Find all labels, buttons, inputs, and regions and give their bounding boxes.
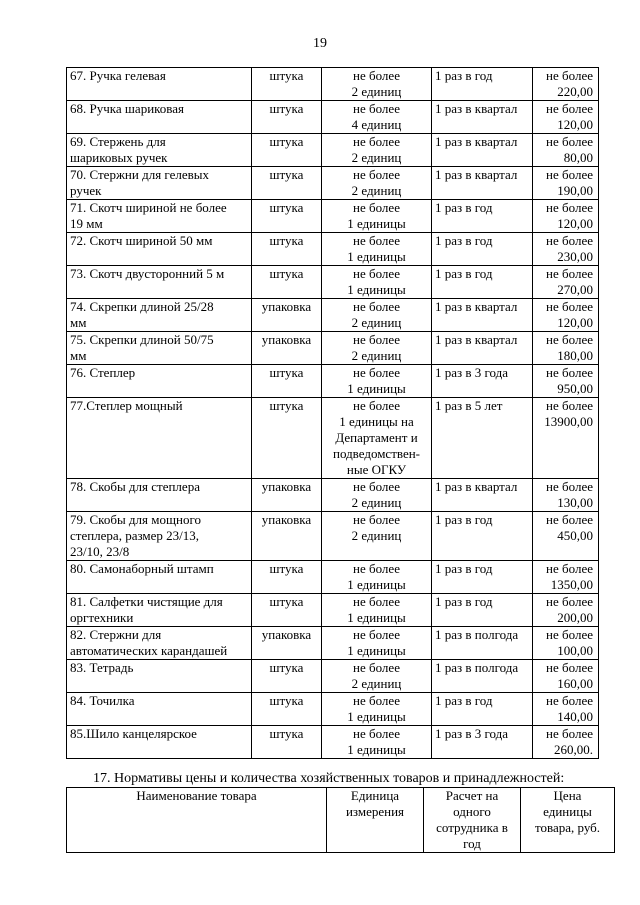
cell-line: 68. Ручка шариковая (70, 101, 185, 116)
cell-line: 1 единицы (347, 577, 406, 592)
quantity-cell (322, 398, 432, 479)
quantity-cell (322, 332, 432, 365)
quantity-cell (322, 726, 432, 759)
header-cell-name (67, 788, 327, 853)
price-cell (533, 365, 599, 398)
cell-line: 1 единицы (347, 381, 406, 396)
frequency-cell: 1 раз в год (432, 561, 533, 594)
unit-cell: штука (252, 561, 322, 594)
quantity-cell (322, 68, 432, 101)
cell-line: 950,00 (557, 381, 593, 396)
item-name-cell (67, 561, 252, 594)
cell-line: мм (70, 315, 87, 330)
cell-line: 73. Скотч двусторонний 5 м (70, 266, 225, 281)
cell-line: не более (353, 299, 400, 314)
cell-line: 120,00 (557, 216, 593, 231)
cell-line: 1 единицы (347, 709, 406, 724)
price-cell (533, 332, 599, 365)
header-cell-calc (424, 788, 521, 853)
frequency-cell: 1 раз в 3 года (432, 726, 533, 759)
cell-line: 79. Скобы для мощного (70, 512, 201, 527)
table-row (67, 726, 599, 759)
unit-cell: упаковка (252, 512, 322, 561)
cell-line: Наименование товара (136, 788, 257, 803)
price-cell (533, 512, 599, 561)
quantity-cell (322, 200, 432, 233)
cell-line: 160,00 (557, 676, 593, 691)
item-name-cell (67, 299, 252, 332)
cell-line: 85.Шило канцелярское (70, 726, 197, 741)
cell-line: не более (353, 512, 400, 527)
cell-line: не более (546, 693, 593, 708)
item-name-cell (67, 594, 252, 627)
frequency-cell: 1 раз в 5 лет (432, 398, 533, 479)
cell-line: не более (546, 134, 593, 149)
cell-line: 75. Скрепки длиной 50/75 (70, 332, 214, 347)
frequency-cell: 1 раз в квартал (432, 479, 533, 512)
price-cell (533, 233, 599, 266)
cell-line: не более (546, 332, 593, 347)
cell-line: 1 единицы (347, 282, 406, 297)
cell-line: не более (546, 233, 593, 248)
cell-line: не более (353, 167, 400, 182)
price-cell (533, 101, 599, 134)
cell-line: 69. Стержень для (70, 134, 166, 149)
item-name-cell (67, 479, 252, 512)
cell-line: 1 единицы на (339, 414, 414, 429)
table-row (67, 266, 599, 299)
cell-line: не более (353, 398, 400, 413)
price-cell (533, 299, 599, 332)
price-cell (533, 693, 599, 726)
unit-cell: упаковка (252, 479, 322, 512)
item-name-cell (67, 134, 252, 167)
table-row (67, 594, 599, 627)
unit-cell: штука (252, 266, 322, 299)
price-cell (533, 627, 599, 660)
quantity-cell (322, 693, 432, 726)
item-name-cell (67, 101, 252, 134)
cell-line: 2 единиц (351, 348, 402, 363)
cell-line: 82. Стержни для (70, 627, 162, 642)
cell-line: ручек (70, 183, 102, 198)
item-name-cell (67, 398, 252, 479)
cell-line: не более (546, 561, 593, 576)
item-name-cell (67, 167, 252, 200)
cell-line: не более (353, 561, 400, 576)
price-cell (533, 398, 599, 479)
cell-line: не более (546, 266, 593, 281)
price-cell (533, 167, 599, 200)
cell-line: не более (353, 627, 400, 642)
cell-line: не более (546, 167, 593, 182)
frequency-cell: 1 раз в год (432, 200, 533, 233)
unit-cell: упаковка (252, 627, 322, 660)
supplies-table-body (67, 68, 599, 759)
cell-line: 2 единиц (351, 495, 402, 510)
cell-line: не более (353, 233, 400, 248)
cell-line: 80,00 (563, 150, 593, 165)
frequency-cell: 1 раз в квартал (432, 332, 533, 365)
quantity-cell (322, 660, 432, 693)
price-cell (533, 266, 599, 299)
table-row (67, 365, 599, 398)
cell-line: одного (453, 804, 491, 819)
item-name-cell (67, 266, 252, 299)
unit-cell: штука (252, 726, 322, 759)
table-row (67, 479, 599, 512)
table-row (67, 68, 599, 101)
cell-line: автоматических карандашей (70, 643, 228, 658)
cell-line: сотрудника в (436, 820, 508, 835)
cell-line: 77.Степлер мощный (70, 398, 183, 413)
table-row (67, 512, 599, 561)
cell-line: 1350,00 (550, 577, 593, 592)
cell-line: не более (546, 200, 593, 215)
frequency-cell: 1 раз в квартал (432, 299, 533, 332)
price-cell (533, 594, 599, 627)
cell-line: не более (546, 365, 593, 380)
price-cell (533, 561, 599, 594)
frequency-cell: 1 раз в год (432, 68, 533, 101)
cell-line: 76. Степлер (70, 365, 136, 380)
cell-line: 81. Салфетки чистящие для (70, 594, 223, 609)
cell-line: 80. Самонаборный штамп (70, 561, 214, 576)
quantity-cell (322, 561, 432, 594)
cell-line: 1 единицы (347, 742, 406, 757)
price-cell (533, 660, 599, 693)
frequency-cell: 1 раз в полгода (432, 660, 533, 693)
frequency-cell: 1 раз в квартал (432, 134, 533, 167)
cell-line: не более (353, 693, 400, 708)
cell-line: 23/10, 23/8 (70, 544, 130, 559)
cell-line: 140,00 (557, 709, 593, 724)
cell-line: 78. Скобы для степлера (70, 479, 200, 494)
frequency-cell: 1 раз в квартал (432, 167, 533, 200)
cell-line: ные ОГКУ (346, 462, 407, 477)
cell-line: 2 единиц (351, 84, 402, 99)
frequency-cell: 1 раз в год (432, 233, 533, 266)
cell-line: 74. Скрепки длиной 25/28 (70, 299, 214, 314)
frequency-cell: 1 раз в квартал (432, 101, 533, 134)
section-title: 17. Нормативы цены и количества хозяйственных товаров и принадлежностей: (93, 771, 565, 786)
item-name-cell (67, 332, 252, 365)
cell-line: измерения (345, 804, 405, 819)
cell-line: оргтехники (70, 610, 134, 625)
frequency-cell: 1 раз в год (432, 693, 533, 726)
cell-line: мм (70, 348, 87, 363)
item-name-cell (67, 200, 252, 233)
cell-line: 2 единиц (351, 676, 402, 691)
quantity-cell (322, 299, 432, 332)
table-row (67, 233, 599, 266)
cell-line: 200,00 (557, 610, 593, 625)
frequency-cell: 1 раз в 3 года (432, 365, 533, 398)
cell-line: 84. Точилка (70, 693, 135, 708)
cell-line: 120,00 (557, 117, 593, 132)
cell-line: 450,00 (557, 528, 593, 543)
unit-cell: штука (252, 693, 322, 726)
cell-line: не более (546, 101, 593, 116)
quantity-cell (322, 512, 432, 561)
cell-line: 120,00 (557, 315, 593, 330)
table-row (67, 332, 599, 365)
item-name-cell (67, 726, 252, 759)
item-name-cell (67, 693, 252, 726)
quantity-cell (322, 365, 432, 398)
unit-cell: штука (252, 365, 322, 398)
cell-line: 1 единицы (347, 216, 406, 231)
unit-cell: штука (252, 134, 322, 167)
cell-line: Цена (553, 788, 582, 803)
cell-line: не более (353, 200, 400, 215)
table-row (67, 167, 599, 200)
cell-line: 270,00 (557, 282, 593, 297)
cell-line: не более (546, 594, 593, 609)
cell-line: 180,00 (557, 348, 593, 363)
cell-line: не более (353, 660, 400, 675)
cell-line: 1 единицы (347, 610, 406, 625)
cell-line: 2 единиц (351, 183, 402, 198)
cell-line: 1 единицы (347, 643, 406, 658)
price-cell (533, 134, 599, 167)
unit-cell: штука (252, 233, 322, 266)
cell-line: не более (353, 266, 400, 281)
cell-line: 13900,00 (544, 414, 593, 429)
cell-line: 260,00. (554, 742, 593, 757)
page-number: 19 (313, 36, 327, 51)
unit-cell: штука (252, 594, 322, 627)
price-cell (533, 200, 599, 233)
cell-line: 2 единиц (351, 315, 402, 330)
item-name-cell (67, 365, 252, 398)
unit-cell: упаковка (252, 299, 322, 332)
supplies-table (66, 67, 599, 759)
cell-line: 70. Стержни для гелевых (70, 167, 209, 182)
table-row (67, 561, 599, 594)
quantity-cell (322, 627, 432, 660)
cell-line: Расчет на (445, 788, 499, 803)
frequency-cell: 1 раз в год (432, 266, 533, 299)
item-name-cell (67, 660, 252, 693)
cell-line: 2 единиц (351, 528, 402, 543)
unit-cell: штука (252, 68, 322, 101)
cell-line: не более (546, 479, 593, 494)
table-row (67, 398, 599, 479)
price-cell (533, 726, 599, 759)
cell-line: год (463, 836, 481, 851)
cell-line: степлера, размер 23/13, (70, 528, 200, 543)
cell-line: не более (546, 398, 593, 413)
quantity-cell (322, 479, 432, 512)
cell-line: не более (546, 726, 593, 741)
unit-cell: штука (252, 660, 322, 693)
cell-line: 230,00 (557, 249, 593, 264)
table-row (67, 693, 599, 726)
table-row (67, 134, 599, 167)
cell-line: 72. Скотч шириной 50 мм (70, 233, 213, 248)
unit-cell: упаковка (252, 332, 322, 365)
item-name-cell (67, 512, 252, 561)
cell-line: шариковых ручек (70, 150, 168, 165)
cell-line: не более (353, 479, 400, 494)
cell-line: 2 единиц (351, 150, 402, 165)
table-row (67, 627, 599, 660)
cell-line: 71. Скотч шириной не более (70, 200, 227, 215)
table-row (67, 299, 599, 332)
frequency-cell: 1 раз в год (432, 594, 533, 627)
cell-line: не более (353, 101, 400, 116)
header-cell-unit (327, 788, 424, 853)
cell-line: товара, руб. (534, 820, 601, 835)
cell-line: не более (546, 68, 593, 83)
quantity-cell (322, 167, 432, 200)
unit-cell: штука (252, 398, 322, 479)
item-name-cell (67, 627, 252, 660)
cell-line: 83. Тетрадь (70, 660, 134, 675)
price-cell (533, 479, 599, 512)
quantity-cell (322, 233, 432, 266)
table-row (67, 101, 599, 134)
quantity-cell (322, 266, 432, 299)
table-row (67, 660, 599, 693)
quantity-cell (322, 594, 432, 627)
frequency-cell: 1 раз в год (432, 512, 533, 561)
item-name-cell (67, 68, 252, 101)
cell-line: не более (353, 68, 400, 83)
cell-line: 100,00 (557, 643, 593, 658)
household-goods-table-header (66, 787, 615, 853)
cell-line: не более (546, 512, 593, 527)
cell-line: подведомствен- (332, 446, 421, 461)
header-cell-price (521, 788, 615, 853)
quantity-cell (322, 134, 432, 167)
quantity-cell (322, 101, 432, 134)
cell-line: не более (546, 627, 593, 642)
unit-cell: штука (252, 200, 322, 233)
table-row (67, 200, 599, 233)
cell-line: не более (546, 299, 593, 314)
cell-line: не более (353, 365, 400, 380)
cell-line: 4 единиц (351, 117, 402, 132)
cell-line: Единица (350, 788, 400, 803)
cell-line: 220,00 (557, 84, 593, 99)
unit-cell: штука (252, 167, 322, 200)
cell-line: 190,00 (557, 183, 593, 198)
cell-line: не более (353, 134, 400, 149)
cell-line: 1 единицы (347, 249, 406, 264)
price-cell (533, 68, 599, 101)
cell-line: не более (546, 660, 593, 675)
cell-line: не более (353, 332, 400, 347)
cell-line: 67. Ручка гелевая (70, 68, 166, 83)
cell-line: не более (353, 594, 400, 609)
cell-line: 19 мм (70, 216, 103, 231)
cell-line: единицы (543, 804, 592, 819)
header-row (67, 788, 615, 853)
frequency-cell: 1 раз в полгода (432, 627, 533, 660)
item-name-cell (67, 233, 252, 266)
unit-cell: штука (252, 101, 322, 134)
cell-line: 130,00 (557, 495, 593, 510)
cell-line: не более (353, 726, 400, 741)
cell-line: Департамент и (335, 430, 418, 445)
